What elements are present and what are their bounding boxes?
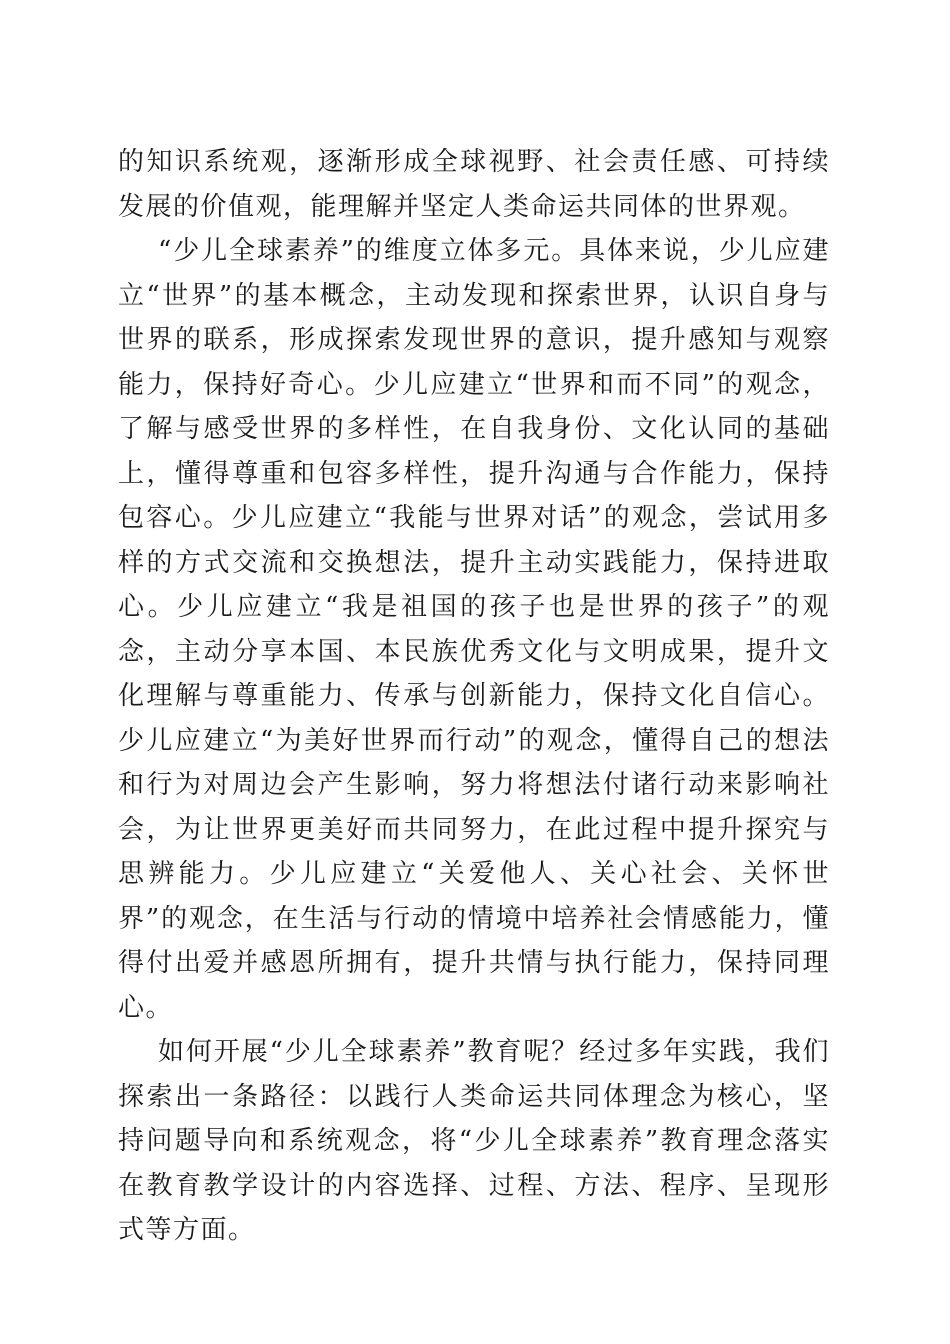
paragraph-continuation: 的知识系统观，逐渐形成全球视野、社会责任感、可持续发展的价值观，能理解并坚定人类命运共同体的世界观。: [118, 147, 830, 222]
paragraph-dimensions: “少儿全球素养”的维度立体多元。具体来说，少儿应建立“世界”的基本概念，主动发现和探索世界，认识自身与世界的联系，形成探索发现世界的意识，提升感知与观察能力，保持好奇心。少儿应建立“世界和而不同”的观念，了解与感受世界的多样性，在自我身份、文化认同的基础上，懂得尊重和包容多样性，提升沟通与合作能力，保持包容心。少儿应建立“我能与世界对话”的观念，尝试用多样的方式交流和交换想法，提升主动实践能力，保持进取心。少儿应建立“我是祖国的孩子也是世界的孩子”的观念，主动分享本国、本民族优秀文化与文明成果，提升文化理解与尊重能力、传承与创新能力，保持文化自信心。少儿应建立“为美好世界而行动”的观念，懂得自己的想法和行为对周边会产生影响，努力将想法付诸行动来影响社会，为让世界更美好而共同努力，在此过程中提升探究与思辨能力。少儿应建立“关爱他人、关心社会、关怀世界”的观念，在生活与行动的情境中培养社会情感能力，懂得付出爱并感恩所拥有，提升共情与执行能力，保持同理心。: [118, 236, 830, 1023]
document-body: [118, 140, 830, 1253]
paragraph-approach: 如何开展“少儿全球素养”教育呢？经过多年实践，我们探索出一条路径：以践行人类命运共同体理念为核心，坚持问题导向和系统观念，将“少儿全球素养”教育理念落实在教育教学设计的内容选择、过程、方法、程序、呈现形式等方面。: [118, 1037, 830, 1245]
